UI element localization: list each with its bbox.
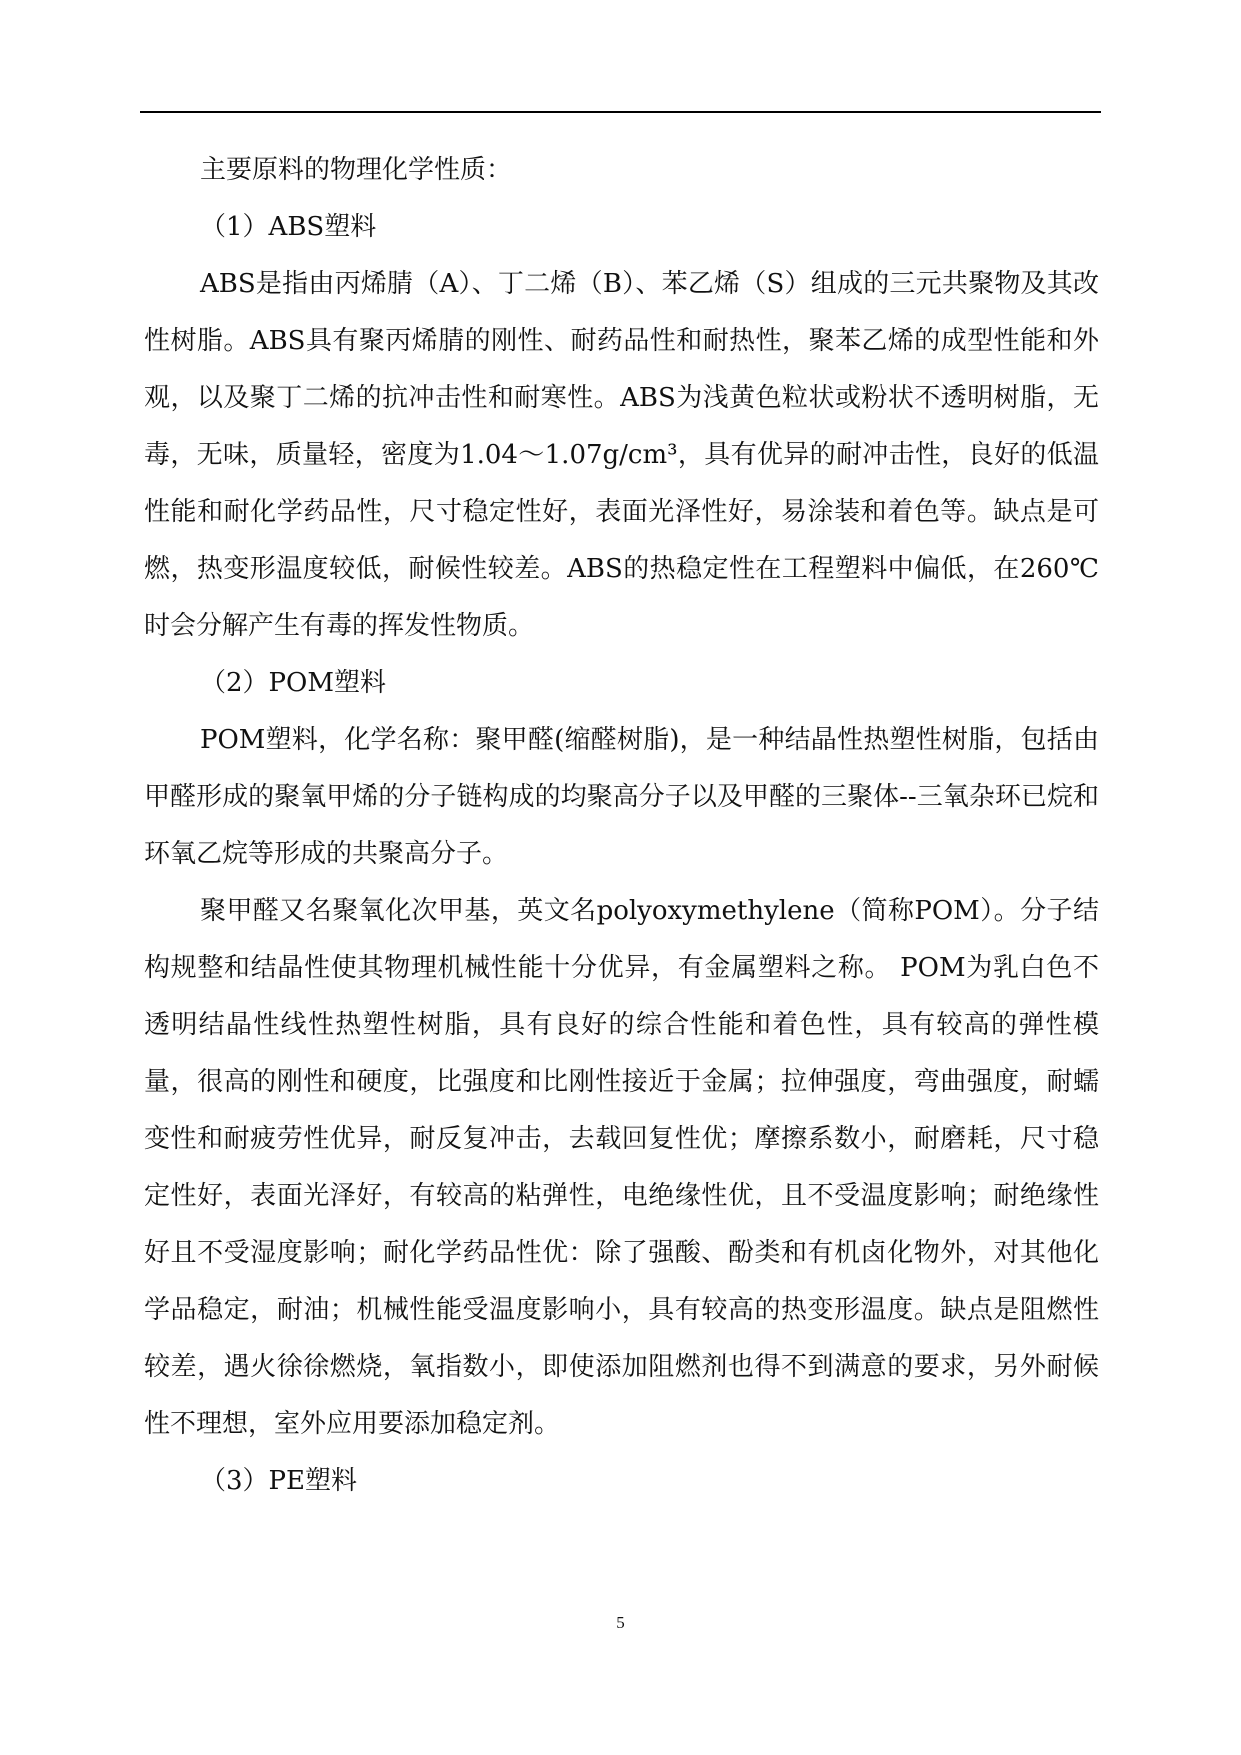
paragraph-pom-1: POM塑料，化学名称：聚甲醛(缩醛树脂)，是一种结晶性热塑性树脂，包括由甲醛形成的聚氧甲烯的分子链构成的均聚高分子以及甲醛的三聚体--三氧杂环已烷和环氧乙烷等形成的共聚高分子。: [144, 725, 1099, 869]
header-rule: [140, 111, 1101, 113]
section-heading-pom: （2）POM塑料: [200, 668, 386, 698]
intro-line: 主要原料的物理化学性质：: [200, 155, 513, 185]
section-heading-pe: （3）PE塑料: [200, 1466, 358, 1496]
paragraph-abs: ABS是指由丙烯腈（A）、丁二烯（B）、苯乙烯（S）组成的三元共聚物及其改性树脂。ABS具有聚丙烯腈的刚性、耐药品性和耐热性，聚苯乙烯的成型性能和外观，以及聚丁二烯的抗冲击性和耐寒性。ABS为浅黄色粒状或粉状不透明树脂，无毒，无味，质量轻，密度为1.04～1.07g/cm³，具有优异的耐冲击性，良好的低温性能和耐化学药品性，尺寸稳定性好，表面光泽性好，易涂装和着色等。缺点是可燃，热变形温度较低，耐候性较差。ABS的热稳定性在工程塑料中偏低，在260℃时会分解产生有毒的挥发性物质。: [144, 269, 1099, 641]
page-number: 5: [616, 1613, 625, 1632]
paragraph-pom-2: 聚甲醛又名聚氧化次甲基，英文名polyoxymethylene（简称POM）。分子结构规整和结晶性使其物理机械性能十分优异，有金属塑料之称。 POM为乳白色不透明结晶性线性热塑性树脂，具有良好的综合性能和着色性，具有较高的弹性模量，很高的刚性和硬度，比强度和比刚性接近于金属；拉伸强度，弯曲强度，耐蠕变性和耐疲劳性优异，耐反复冲击，去载回复性优；摩擦系数小，耐磨耗，尺寸稳定性好，表面光泽好，有较高的粘弹性，电绝缘性优，且不受温度影响；耐绝缘性好且不受湿度影响；耐化学药品性优：除了强酸、酚类和有机卤化物外，对其他化学品稳定，耐油；机械性能受温度影响小，具有较高的热变形温度。缺点是阻燃性较差，遇火徐徐燃烧，氧指数小，即使添加阻燃剂也得不到满意的要求，另外耐候性不理想，室外应用要添加稳定剂。: [144, 896, 1099, 1439]
page-content: [144, 142, 1099, 1510]
section-heading-abs: （1）ABS塑料: [200, 212, 377, 242]
